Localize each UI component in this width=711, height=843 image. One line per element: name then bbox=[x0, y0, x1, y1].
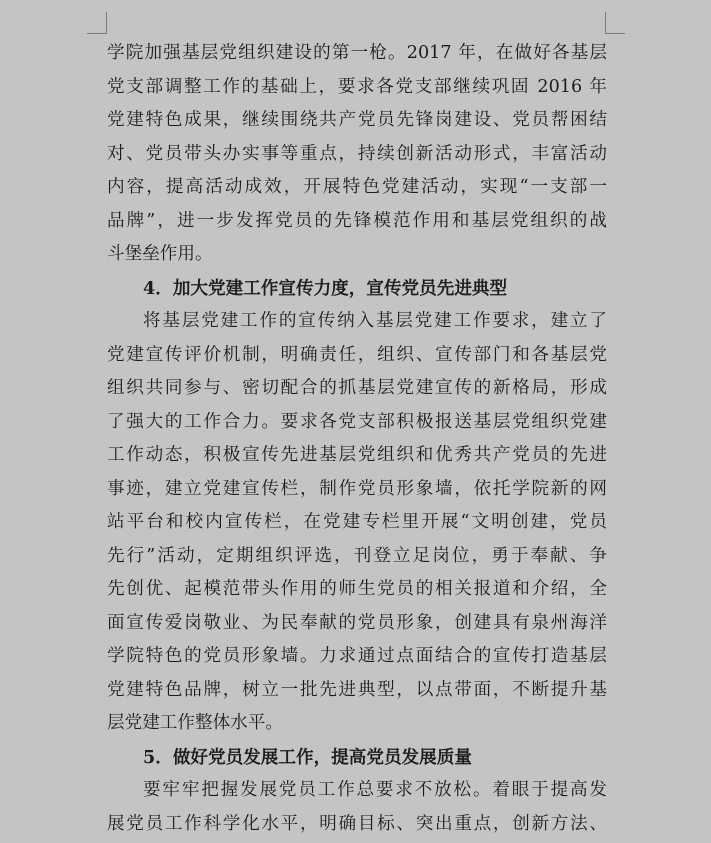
text-line: 斗堡垒作用。 bbox=[107, 244, 213, 264]
document-body[interactable] bbox=[107, 37, 607, 841]
text-line: 党支部调整工作的基础上，要求各党支部继续巩固 2016 年 bbox=[107, 76, 607, 97]
text-line: 将基层党建工作的宣传纳入基层党建工作要求，建立了 bbox=[143, 311, 607, 331]
text-line: 先创优、起模范带头作用的师生党员的相关报道和介绍，全 bbox=[107, 579, 607, 599]
text-line: 内容，提高活动成效，开展特色党建活动，实现“一支部一 bbox=[107, 177, 607, 197]
text-line: 要牢牢把握发展党员工作总要求不放松。着眼于提高发 bbox=[143, 780, 607, 800]
crop-mark-top-right bbox=[605, 12, 625, 34]
text-line: 品牌”，进一步发挥党员的先锋模范作用和基层党组织的战 bbox=[107, 210, 607, 231]
text-line: 学院加强基层党组织建设的第一枪。2017 年，在做好各基层 bbox=[107, 43, 607, 63]
text-line: 站平台和校内宣传栏，在党建专栏里开展“文明创建，党员 bbox=[107, 512, 607, 532]
text-line: 党建宣传评价机制，明确责任，组织、宣传部门和各基层党 bbox=[107, 344, 607, 365]
text-line: 了强大的工作合力。要求各党支部积极报送基层党组织党建 bbox=[107, 411, 607, 432]
text-line: 党建特色成果，继续围绕共产党员先锋岗建设、党员帮困结 bbox=[107, 110, 607, 130]
paragraph-3 bbox=[107, 774, 607, 841]
text-line: 面宣传爱岗敬业、为民奉献的党员形象，创建具有泉州海洋 bbox=[107, 612, 607, 633]
text-line: 工作动态，积极宣传先进基层党组织和优秀共产党员的先进 bbox=[107, 445, 607, 465]
text-line: 对、党员带头办实事等重点，持续创新活动形式，丰富活动 bbox=[107, 143, 607, 164]
text-line: 学院特色的党员形象墙。力求通过点面结合的宣传打造基层 bbox=[107, 646, 607, 666]
text-line: 组织共同参与、密切配合的抓基层党建宣传的新格局，形成 bbox=[107, 378, 607, 398]
section-heading-5: 5．做好党员发展工作，提高党员发展质量 bbox=[143, 746, 472, 768]
section-heading-4: 4．加大党建工作宣传力度，宣传党员先进典型 bbox=[143, 277, 508, 299]
text-line: 展党员工作科学化水平，明确目标、突出重点，创新方法、 bbox=[107, 813, 607, 834]
paragraph-1 bbox=[107, 37, 607, 272]
text-line: 事迹，建立党建宣传栏，制作党员形象墙，依托学院新的网 bbox=[107, 478, 607, 499]
text-line: 先行”活动，定期组织评选，刊登立足岗位，勇于奉献、争 bbox=[107, 545, 607, 566]
crop-mark-top-left bbox=[87, 12, 107, 34]
text-line: 层党建工作整体水平。 bbox=[107, 713, 283, 733]
paragraph-2 bbox=[107, 305, 607, 741]
text-line: 党建特色品牌，树立一批先进典型，以点带面，不断提升基 bbox=[107, 679, 607, 700]
